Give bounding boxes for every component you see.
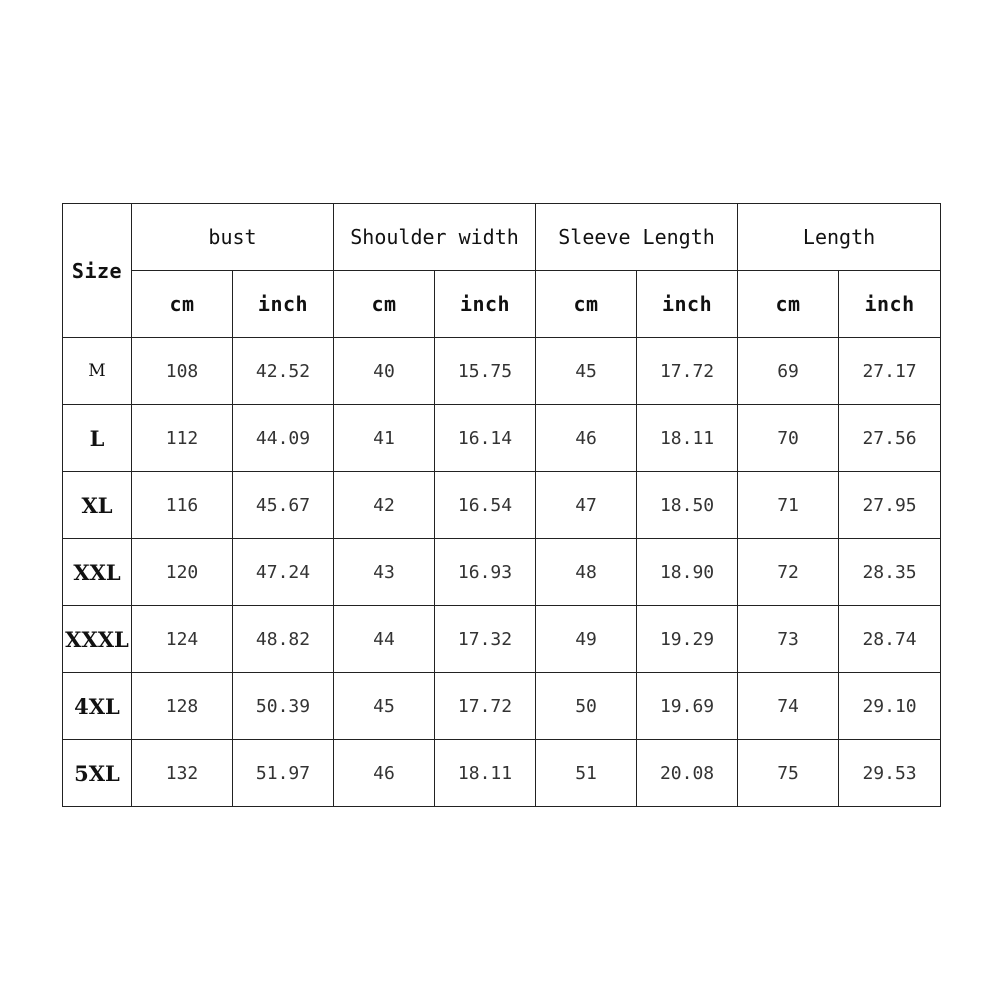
size-cell: XXL xyxy=(63,539,132,606)
length-inch-cell: 29.53 xyxy=(839,740,941,807)
table-row xyxy=(63,673,941,740)
sleeve-inch-cell: 18.90 xyxy=(637,539,738,606)
sleeve-cm-header: cm xyxy=(536,271,637,338)
shoulder-inch-cell: 18.11 xyxy=(435,740,536,807)
sleeve-cm-cell: 50 xyxy=(536,673,637,740)
table-row xyxy=(63,338,941,405)
table-body xyxy=(63,338,941,807)
size-cell: 4XL xyxy=(63,673,132,740)
length-cm-cell: 69 xyxy=(738,338,839,405)
length-inch-cell: 27.56 xyxy=(839,405,941,472)
bust-inch-cell: 47.24 xyxy=(233,539,334,606)
bust-cm-cell: 116 xyxy=(132,472,233,539)
sleeve-inch-cell: 20.08 xyxy=(637,740,738,807)
size-chart-table xyxy=(62,203,941,807)
length-inch-cell: 27.17 xyxy=(839,338,941,405)
bust-cm-header: cm xyxy=(132,271,233,338)
shoulder-inch-cell: 16.54 xyxy=(435,472,536,539)
sleeve-cm-cell: 47 xyxy=(536,472,637,539)
sleeve-cm-cell: 49 xyxy=(536,606,637,673)
bust-cm-cell: 120 xyxy=(132,539,233,606)
length-inch-cell: 27.95 xyxy=(839,472,941,539)
sleeve-inch-cell: 18.50 xyxy=(637,472,738,539)
length-cm-cell: 72 xyxy=(738,539,839,606)
sleeve-inch-cell: 19.69 xyxy=(637,673,738,740)
bust-inch-header: inch xyxy=(233,271,334,338)
sleeve-inch-header: inch xyxy=(637,271,738,338)
size-cell: M xyxy=(63,338,132,405)
bust-inch-cell: 42.52 xyxy=(233,338,334,405)
length-cm-cell: 75 xyxy=(738,740,839,807)
shoulder-inch-cell: 16.14 xyxy=(435,405,536,472)
shoulder-cm-cell: 43 xyxy=(334,539,435,606)
bust-cm-cell: 128 xyxy=(132,673,233,740)
shoulder-inch-cell: 17.32 xyxy=(435,606,536,673)
shoulder-cm-cell: 46 xyxy=(334,740,435,807)
shoulder-inch-cell: 16.93 xyxy=(435,539,536,606)
bust-inch-cell: 51.97 xyxy=(233,740,334,807)
table-header xyxy=(63,204,941,338)
sleeve-cm-cell: 48 xyxy=(536,539,637,606)
header-unit-row xyxy=(63,271,941,338)
bust-cm-cell: 112 xyxy=(132,405,233,472)
bust-inch-cell: 48.82 xyxy=(233,606,334,673)
shoulder-cm-cell: 40 xyxy=(334,338,435,405)
table-row xyxy=(63,472,941,539)
sleeve-cm-cell: 51 xyxy=(536,740,637,807)
size-cell: 5XL xyxy=(63,740,132,807)
length-inch-cell: 29.10 xyxy=(839,673,941,740)
sleeve-inch-cell: 17.72 xyxy=(637,338,738,405)
sleeve-inch-cell: 19.29 xyxy=(637,606,738,673)
length-inch-cell: 28.74 xyxy=(839,606,941,673)
sleeve-cm-cell: 45 xyxy=(536,338,637,405)
header-group-row xyxy=(63,204,941,271)
shoulder-cm-cell: 41 xyxy=(334,405,435,472)
size-column-header: Size xyxy=(63,204,132,338)
length-header: Length xyxy=(738,204,941,271)
shoulder-inch-header: inch xyxy=(435,271,536,338)
sleeve-length-header: Sleeve Length xyxy=(536,204,738,271)
length-cm-cell: 71 xyxy=(738,472,839,539)
size-cell: L xyxy=(63,405,132,472)
length-cm-header: cm xyxy=(738,271,839,338)
shoulder-width-header: Shoulder width xyxy=(334,204,536,271)
table-row xyxy=(63,606,941,673)
shoulder-inch-cell: 17.72 xyxy=(435,673,536,740)
shoulder-cm-header: cm xyxy=(334,271,435,338)
table-row xyxy=(63,405,941,472)
bust-inch-cell: 45.67 xyxy=(233,472,334,539)
bust-inch-cell: 50.39 xyxy=(233,673,334,740)
bust-cm-cell: 132 xyxy=(132,740,233,807)
shoulder-cm-cell: 42 xyxy=(334,472,435,539)
shoulder-cm-cell: 45 xyxy=(334,673,435,740)
size-cell: XXXL xyxy=(63,606,132,673)
length-cm-cell: 70 xyxy=(738,405,839,472)
bust-cm-cell: 108 xyxy=(132,338,233,405)
length-inch-cell: 28.35 xyxy=(839,539,941,606)
shoulder-cm-cell: 44 xyxy=(334,606,435,673)
sleeve-cm-cell: 46 xyxy=(536,405,637,472)
bust-inch-cell: 44.09 xyxy=(233,405,334,472)
bust-cm-cell: 124 xyxy=(132,606,233,673)
length-cm-cell: 74 xyxy=(738,673,839,740)
size-cell: XL xyxy=(63,472,132,539)
bust-header: bust xyxy=(132,204,334,271)
table-row xyxy=(63,539,941,606)
length-inch-header: inch xyxy=(839,271,941,338)
table-row xyxy=(63,740,941,807)
length-cm-cell: 73 xyxy=(738,606,839,673)
shoulder-inch-cell: 15.75 xyxy=(435,338,536,405)
sleeve-inch-cell: 18.11 xyxy=(637,405,738,472)
